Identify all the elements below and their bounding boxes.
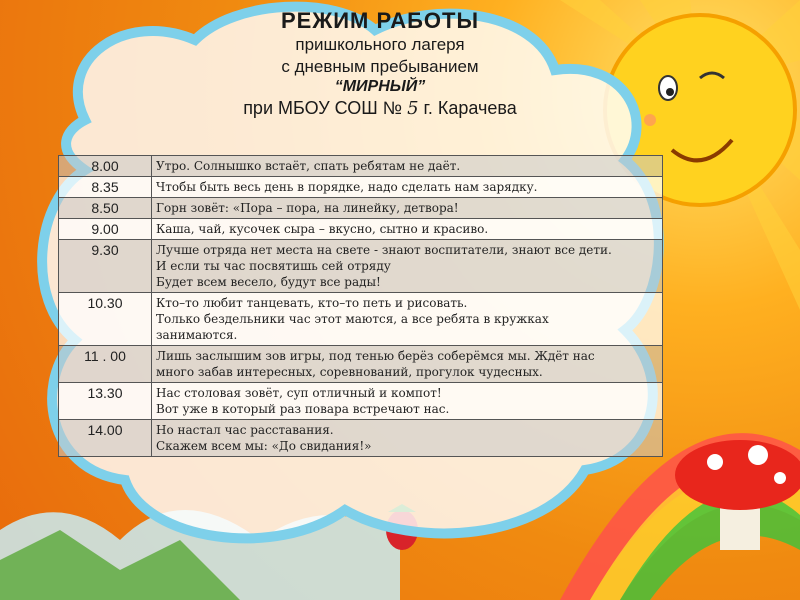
schedule-row — [59, 293, 663, 346]
schedule-time: 13.30 — [59, 383, 152, 420]
schedule-row — [59, 198, 663, 219]
subtitle-line-2: с дневным пребыванием — [281, 57, 479, 76]
schedule-activity — [152, 156, 663, 177]
activity-line: Кто–то любит танцевать, кто–то петь и рисовать. — [156, 296, 468, 310]
schedule-activity — [152, 293, 663, 346]
activity-line: Вот уже в который раз повара встречают нас. — [156, 402, 450, 416]
schedule-time: 8.50 — [59, 198, 152, 219]
school-number: 5 — [407, 98, 419, 119]
city: г. Карачева — [423, 98, 517, 118]
schedule-row — [59, 346, 663, 383]
schedule-row — [59, 240, 663, 293]
activity-line: Скажем всем мы: «До свидания!» — [156, 439, 372, 453]
schedule-time: 11 . 00 — [59, 346, 152, 383]
schedule-time: 8.35 — [59, 177, 152, 198]
schedule-time: 8.00 — [59, 156, 152, 177]
activity-line: Лишь заслышим зов игры, под тенью берёз соберёмся мы. Ждёт нас — [156, 349, 595, 363]
subtitle-line-1: пришкольного лагеря — [295, 35, 465, 54]
subtitle-line-4 — [180, 96, 580, 121]
schedule-row — [59, 383, 663, 420]
activity-line: Чтобы быть весь день в порядке, надо сделать нам зарядку. — [156, 180, 538, 194]
schedule-activity — [152, 383, 663, 420]
camp-name: “МИРНЫЙ” — [334, 78, 426, 95]
activity-line: Но настал час расставания. — [156, 423, 334, 437]
schedule-activity — [152, 198, 663, 219]
schedule-time: 9.00 — [59, 219, 152, 240]
page-title: РЕЖИМ РАБОТЫ — [280, 8, 479, 33]
schedule-table — [58, 155, 663, 457]
schedule-activity — [152, 219, 663, 240]
schedule-activity — [152, 346, 663, 383]
activity-line: Будет всем весело, будут все рады! — [156, 275, 381, 289]
schedule-body — [59, 156, 663, 457]
schedule-row — [59, 177, 663, 198]
schedule-time: 10.30 — [59, 293, 152, 346]
activity-line: И если ты час посвятишь сей отряду — [156, 259, 391, 273]
activity-line: Горн зовёт: «Пора – пора, на линейку, детвора! — [156, 201, 459, 215]
activity-line: занимаются. — [156, 328, 238, 342]
activity-line: Утро. Солнышко встаёт, спать ребятам не даёт. — [156, 159, 461, 173]
schedule-activity — [152, 177, 663, 198]
activity-line: Только бездельники час этот маются, а все ребята в кружках — [156, 312, 549, 326]
activity-line: Нас столовая зовёт, суп отличный и компот! — [156, 386, 442, 400]
schedule-row — [59, 156, 663, 177]
header — [180, 8, 580, 121]
schedule-row — [59, 219, 663, 240]
schedule-activity — [152, 420, 663, 457]
activity-line: Лучше отряда нет места на свете - знают воспитатели, знают все дети. — [156, 243, 612, 257]
schedule-time: 9.30 — [59, 240, 152, 293]
school-prefix: при МБОУ СОШ № — [243, 98, 403, 118]
activity-line: много забав интересных, соревнований, прогулок чудесных. — [156, 365, 543, 379]
schedule-activity — [152, 240, 663, 293]
schedule-row — [59, 420, 663, 457]
activity-line: Каша, чай, кусочек сыра – вкусно, сытно и красиво. — [156, 222, 489, 236]
schedule-time: 14.00 — [59, 420, 152, 457]
